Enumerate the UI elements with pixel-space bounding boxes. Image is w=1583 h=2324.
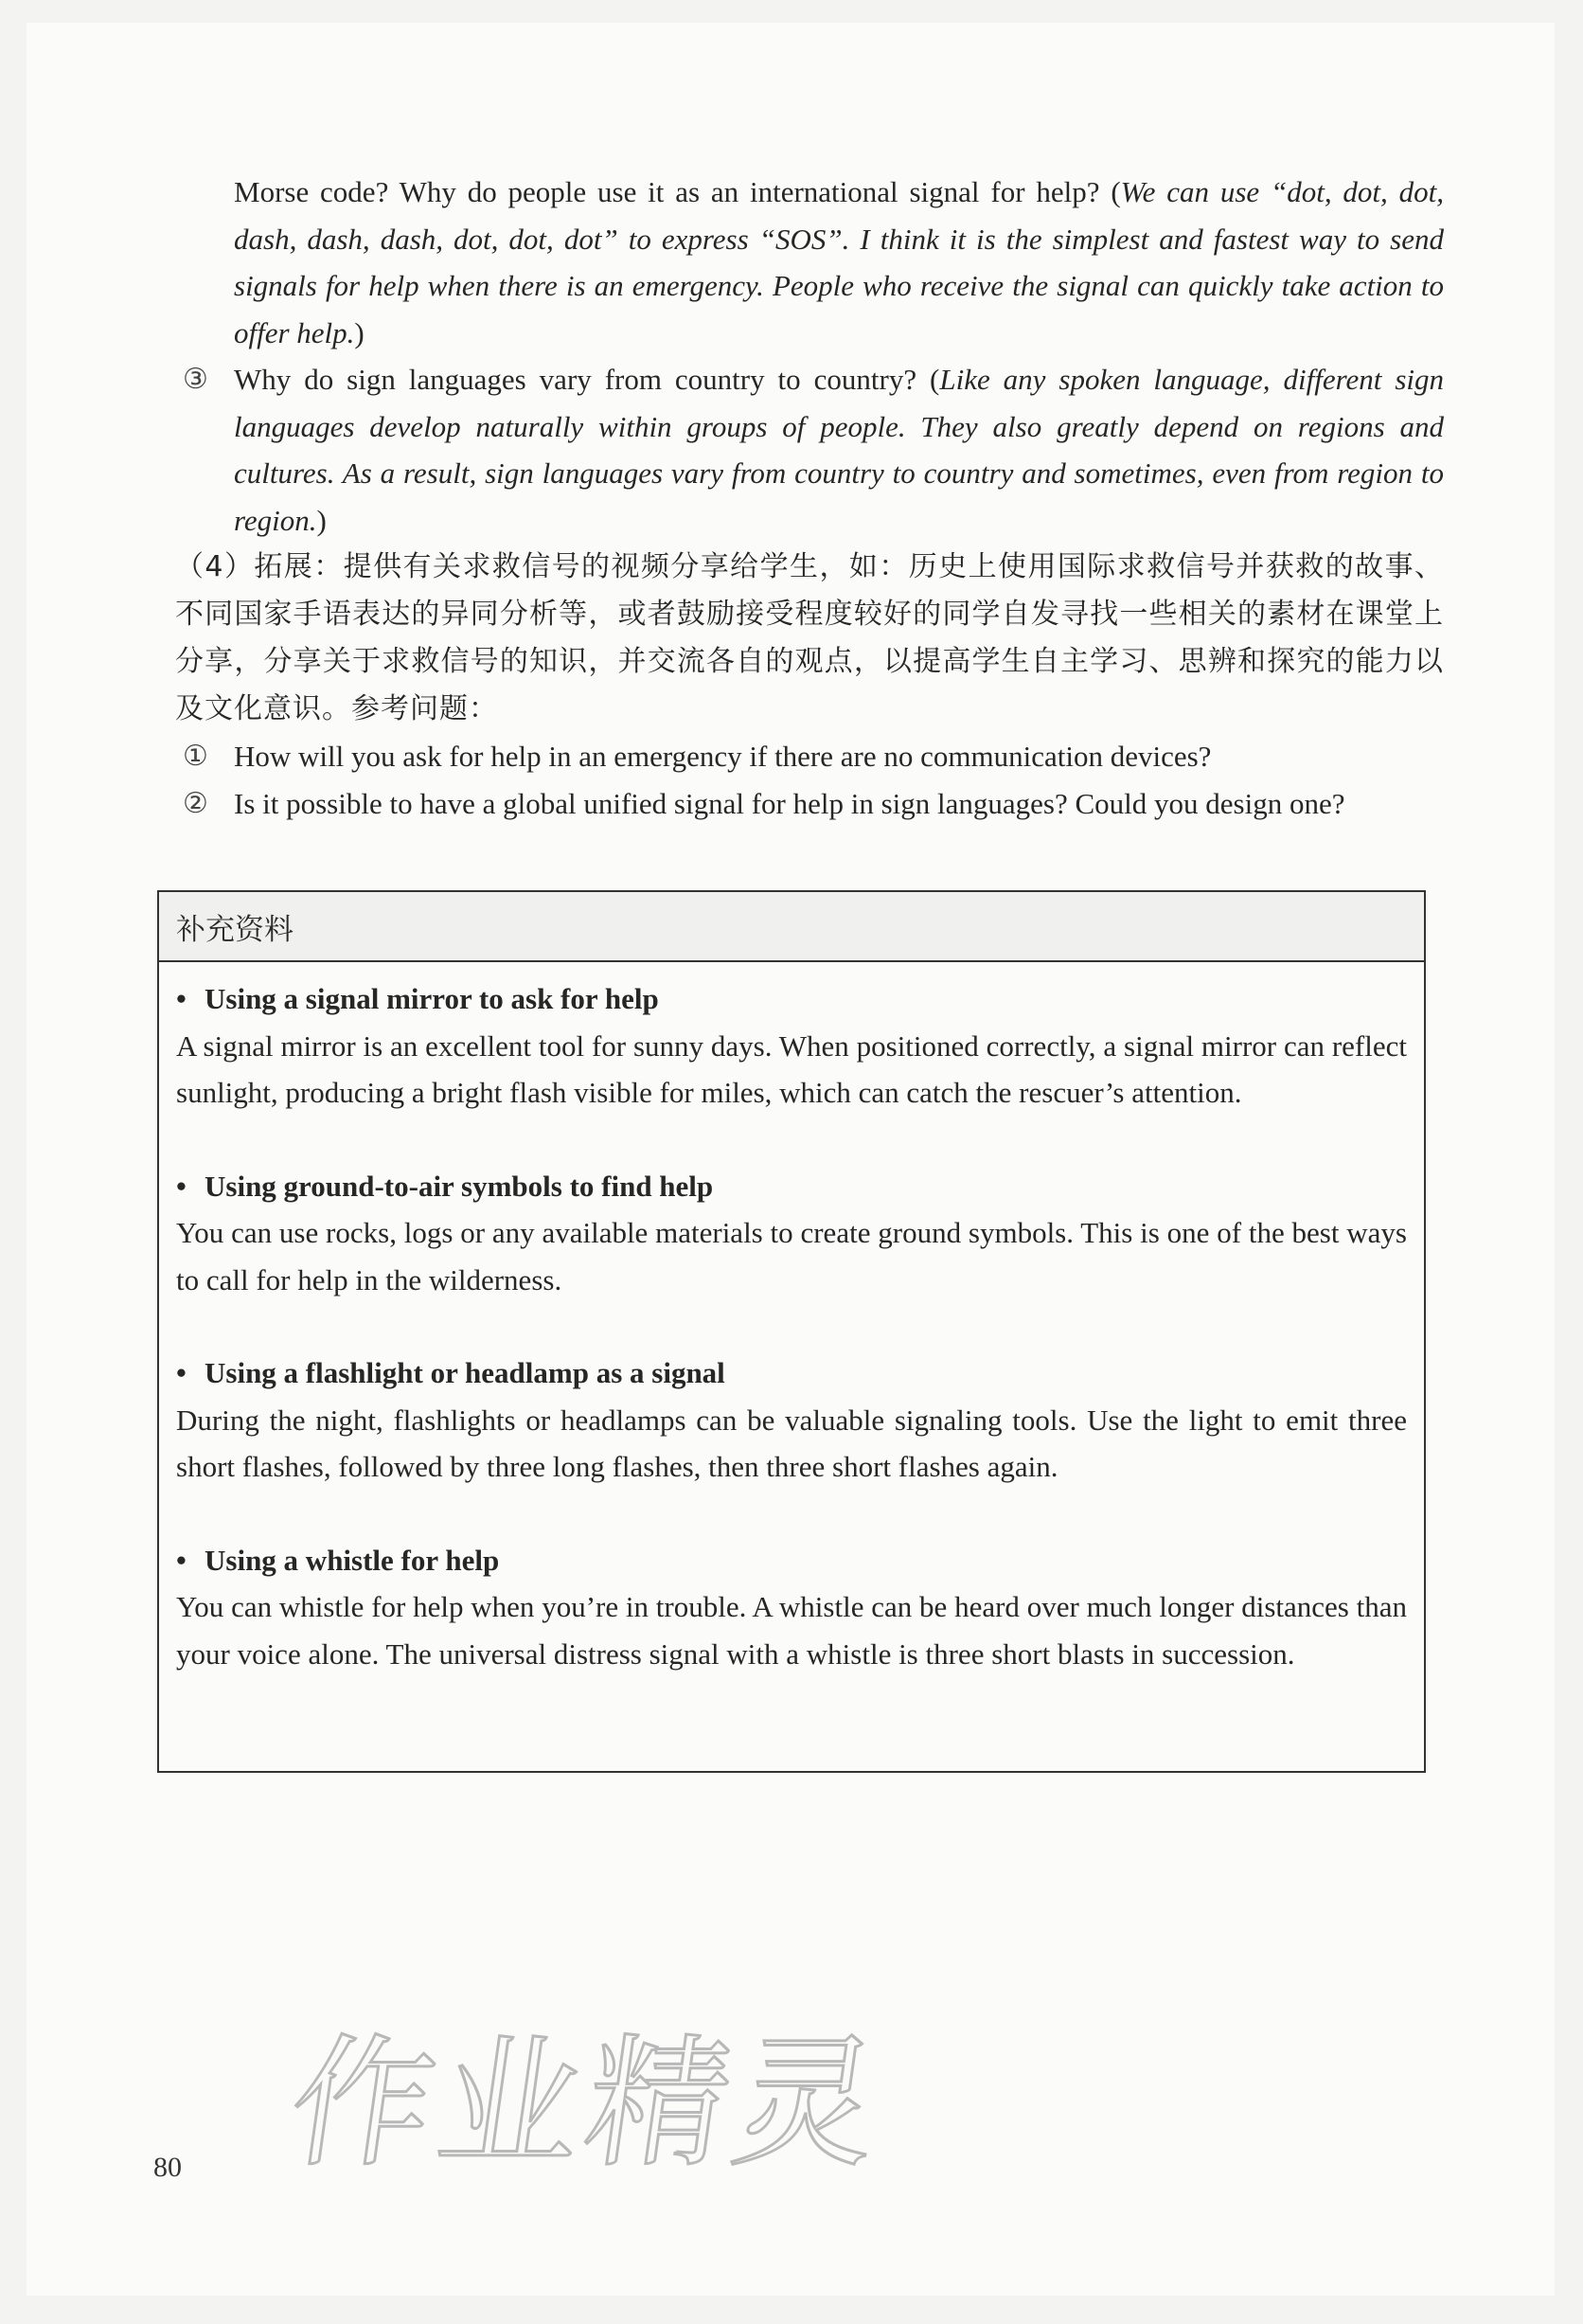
section-title xyxy=(176,1350,1407,1397)
box-title: 补充资料 xyxy=(176,913,293,947)
section-text: During the night, flashlights or headlamps can be valuable signaling tools. Use the light to emit three short flashes, followed by three long flashes, then three short flashes again. xyxy=(176,1403,1407,1483)
circled-number-3: ③ xyxy=(183,363,208,396)
extension-paragraph: （4）拓展：提供有关求救信号的视频分享给学生，如：历史上使用国际求救信号并获救的故事、不同国家手语表达的异同分析等，或者鼓励接受程度较好的同学自发寻找一些相关的素材在课堂上分享，分享关于求救信号的知识，并交流各自的观点，以提高学生自主学习、思辨和探究的能力以及文化意识。参考问题： xyxy=(175,550,1444,725)
question-3-close: ) xyxy=(316,503,327,537)
circled-number-1: ① xyxy=(183,740,208,773)
morse-close: ) xyxy=(354,315,365,349)
section-whistle xyxy=(176,1537,1407,1678)
section-title xyxy=(176,1163,1407,1210)
watermark: 作业精灵 xyxy=(279,2022,895,2187)
section-text: A signal mirror is an excellent tool for sunny days. When positioned correctly, a signal mirror can reflect sunlight, producing a bright flash visible for miles, which can catch the rescuer’s attention. xyxy=(176,1028,1407,1109)
morse-question: Morse code? Why do people use it as an international signal for help? ( xyxy=(234,175,1121,208)
bullet: • xyxy=(176,1543,187,1577)
section-signal-mirror xyxy=(176,975,1407,1117)
section-text: You can whistle for help when you’re in trouble. A whistle can be heard over much longer distances than your voice alone. The universal distress signal with a whistle is three short blasts in succession. xyxy=(176,1590,1407,1671)
box-body xyxy=(159,962,1424,1677)
morse-answer: We can use “dot, dot, dot, dash, dash, dash, dot, dot, dot” to express “SOS”. I think it is the simplest and fastest way to send signals for help when there is an emergency. People who receive the signal can quickly take action to offer help. xyxy=(234,175,1444,349)
bullet: • xyxy=(176,1356,187,1389)
question-3-answer: Like any spoken language, different sign languages develop naturally within groups of people. They also greatly depend on regions and cultures. As a result, sign languages vary from country to country and sometimes, even from region to region. xyxy=(234,363,1444,537)
morse-paragraph xyxy=(175,169,1444,356)
reference-question-2-text: Is it possible to have a global unified signal for help in sign languages? Could you design one? xyxy=(234,786,1345,820)
box-header xyxy=(159,892,1424,962)
question-3 xyxy=(175,356,1444,544)
section-title-text: Using a flashlight or headlamp as a signal xyxy=(205,1356,725,1389)
section-title-text: Using a whistle for help xyxy=(205,1543,500,1577)
upper-text xyxy=(175,169,1444,827)
reference-question-2 xyxy=(175,780,1444,828)
bullet: • xyxy=(176,982,187,1015)
reference-question-1 xyxy=(175,733,1444,780)
question-3-text: Why do sign languages vary from country to country? ( xyxy=(234,363,940,396)
section-ground-to-air xyxy=(176,1163,1407,1304)
supplementary-box xyxy=(157,890,1426,1773)
reference-question-1-text: How will you ask for help in an emergency if there are no communication devices? xyxy=(234,740,1212,773)
section-title-text: Using ground-to-air symbols to find help xyxy=(205,1169,714,1203)
section-title xyxy=(176,975,1407,1023)
section-title xyxy=(176,1537,1407,1584)
circled-number-2: ② xyxy=(183,786,208,820)
section-flashlight xyxy=(176,1350,1407,1491)
section-title-text: Using a signal mirror to ask for help xyxy=(205,982,659,1015)
bullet: • xyxy=(176,1169,187,1203)
section-text: You can use rocks, logs or any available materials to create ground symbols. This is one of the best ways to call for help in the wilderness. xyxy=(176,1216,1407,1296)
page-number: 80 xyxy=(153,2152,182,2183)
